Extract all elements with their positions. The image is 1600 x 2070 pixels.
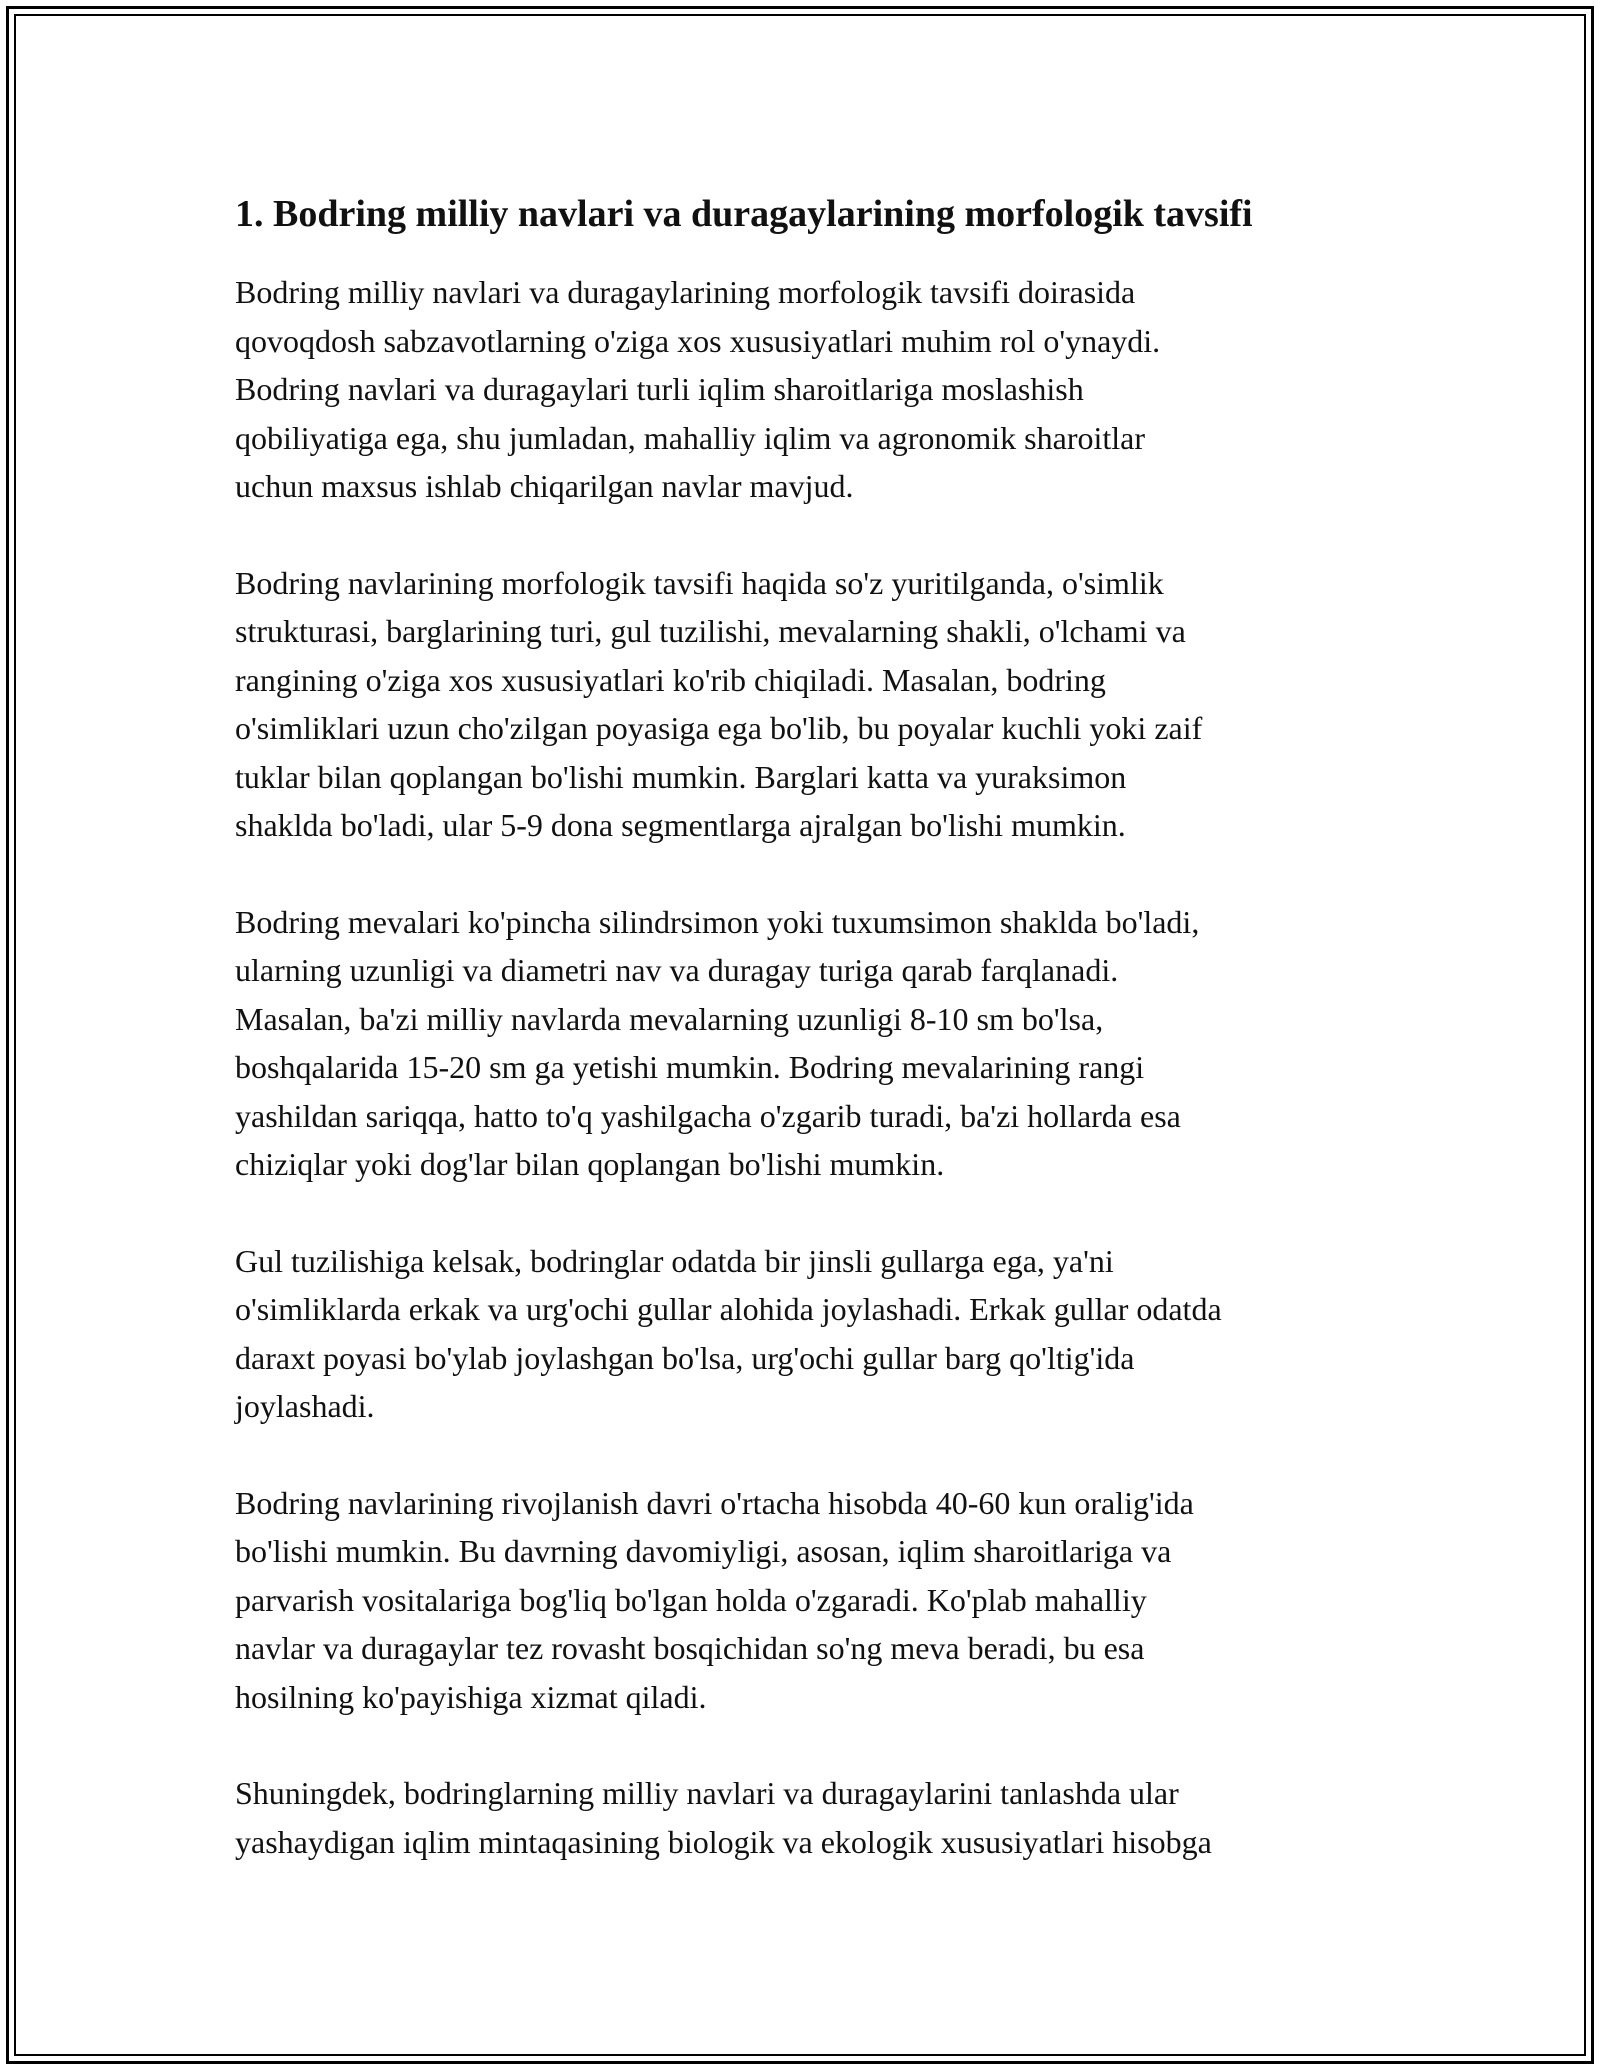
paragraph-6: Shuningdek, bodringlarning milliy navlari va duragaylarini tanlashda ular yashaydigan iqlim mintaqasining biologik va ekologik xususiyatlari hisobga (235, 1775, 1212, 1860)
paragraph-4: Gul tuzilishiga kelsak, bodringlar odatda bir jinsli gullarga ega, ya'ni o'simliklarda erkak va urg'ochi gullar alohida joylashadi. Erkak gullar odatda daraxt poyasi bo'ylab joylashgan bo'lsa, urg'ochi gullar barg qo'ltig'ida joylashadi. (235, 1242, 1222, 1424)
paragraph-1: Bodring milliy navlari va duragaylarining morfologik tavsifi doirasida qovoqdosh sabzavotlarning o'ziga xos xususiyatlari muhim rol o'ynaydi. Bodring navlari va duragaylari turli iqlim sharoitlariga moslashish qobiliyatiga ega, shu jumladan, mahalliy iqlim va agronomik sharoitlar uchun maxsus ishlab chiqarilgan navlar mavjud. (235, 274, 1161, 504)
document-body (235, 188, 1375, 1914)
section-title: 1. Bodring milliy navlari va duragaylarining morfologik tavsifi (235, 193, 1253, 235)
paragraph-3: Bodring mevalari ko'pincha silindrsimon yoki tuxumsimon shaklda bo'ladi, ularning uzunligi va diametri nav va duragay turiga qarab farqlanadi. Masalan, ba'zi milliy navlarda mevalarning uzunligi 8-10 sm bo'lsa, boshqalarida 15-20 sm ga yetishi mumkin. Bodring mevalarining rangi yashildan sariqqa, hatto to'q yashilgacha o'zgarib turadi, ba'zi hollarda esa chiziqlar yoki dog'lar bilan qoplangan bo'lishi mumkin. (235, 903, 1200, 1182)
paragraph-5: Bodring navlarining rivojlanish davri o'rtacha hisobda 40-60 kun oralig'ida bo'lishi mumkin. Bu davrning davomiyligi, asosan, iqlim sharoitlariga va parvarish vositalariga bog'liq bo'lgan holda o'zgaradi. Ko'plab mahalliy navlar va duragaylar tez rovasht bosqichidan so'ng meva beradi, bu esa hosilning ko'payishiga xizmat qiladi. (235, 1484, 1194, 1715)
paragraph-2: Bodring navlarining morfologik tavsifi haqida so'z yuritilganda, o'simlik strukturasi, barglarining turi, gul tuzilishi, mevalarning shakli, o'lchami va rangining o'ziga xos xususiyatlari ko'rib chiqiladi. Masalan, bodring o'simliklari uzun cho'zilgan poyasiga ega bo'lib, bu poyalar kuchli yoki zaif tuklar bilan qoplangan bo'lishi mumkin. Barglari katta va yuraksimon shaklda bo'ladi, ular 5-9 dona segmentlarga ajralgan bo'lishi mumkin. (235, 564, 1203, 843)
